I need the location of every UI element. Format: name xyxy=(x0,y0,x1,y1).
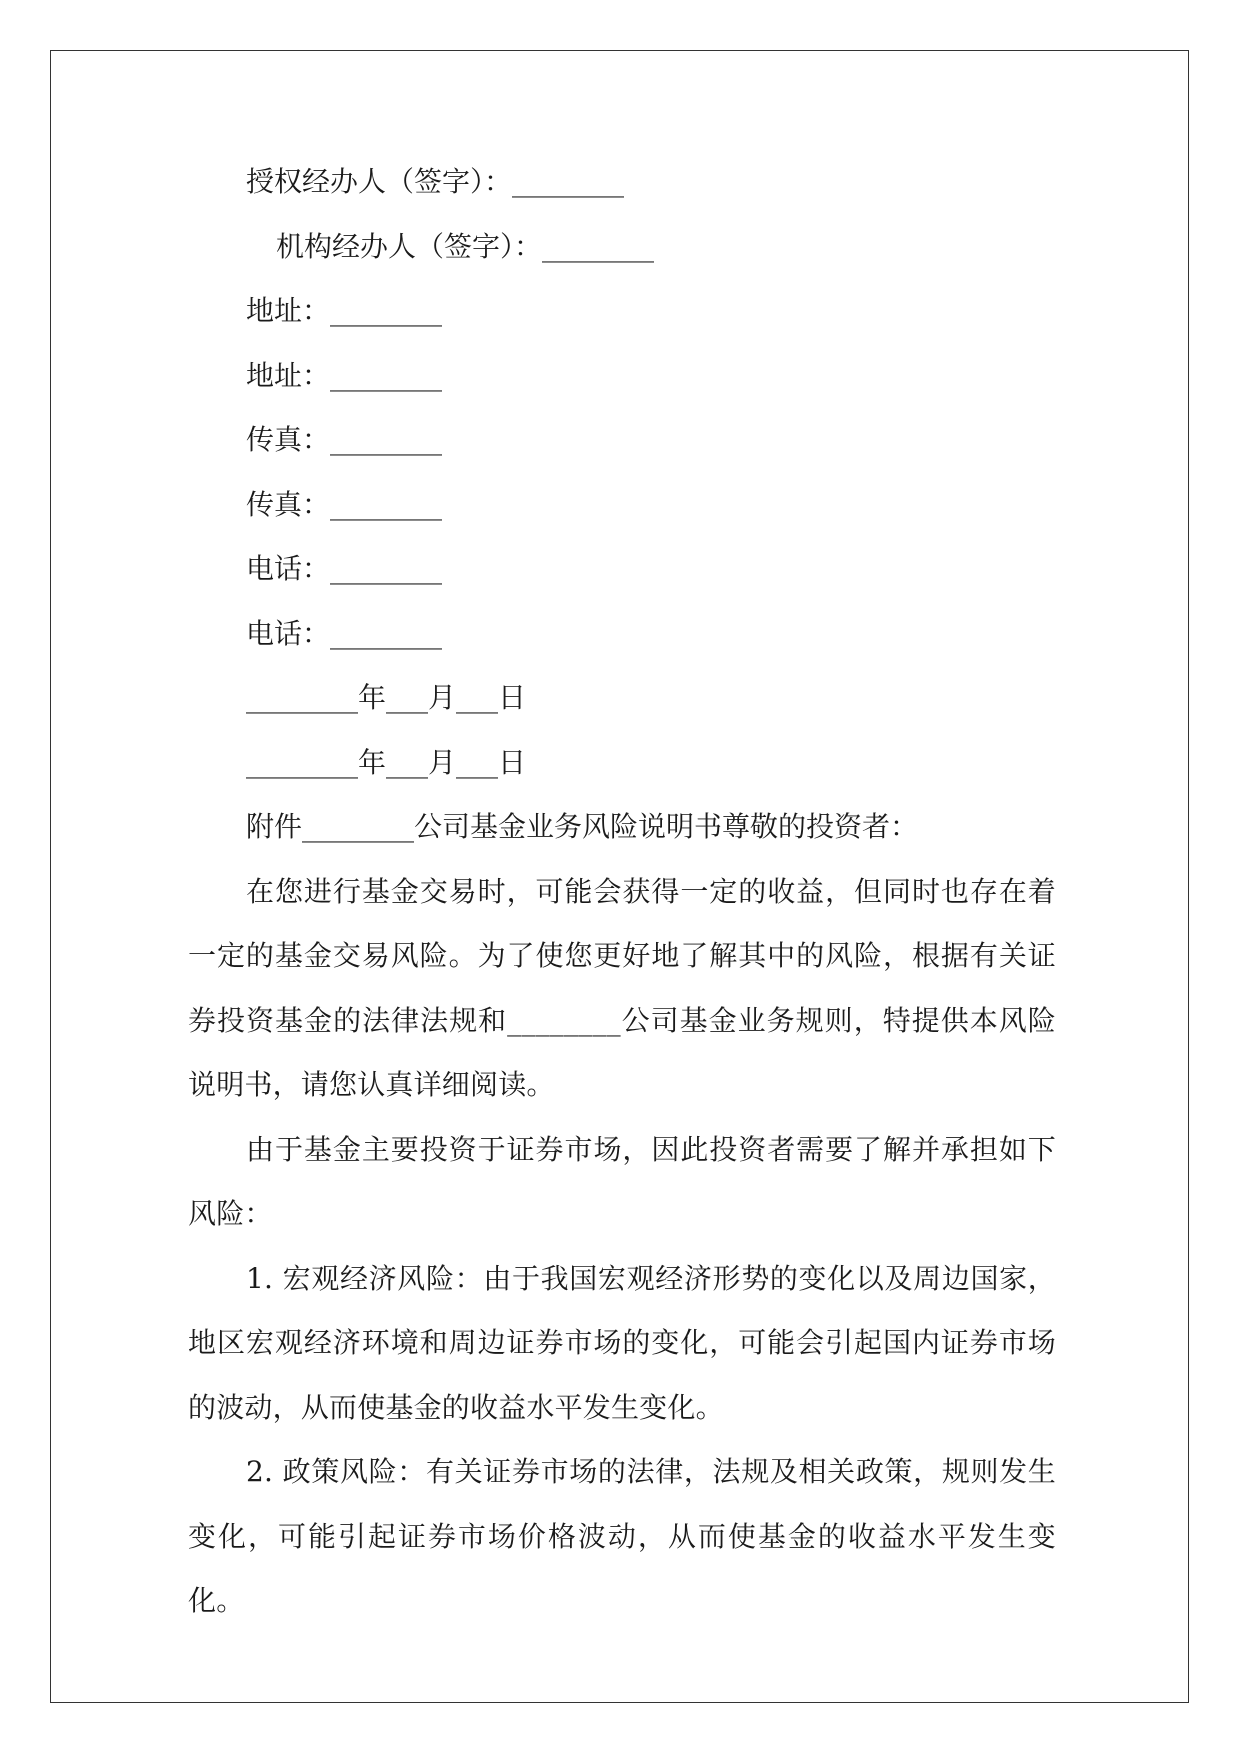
phone-line-1: 电话：________ xyxy=(246,552,443,585)
date-line-1: ________年___月___日 xyxy=(246,681,527,714)
date-line-2: ________年___月___日 xyxy=(246,745,527,779)
address-line-1: 地址：________ xyxy=(246,294,443,327)
fax-line-1: 传真：________ xyxy=(246,423,443,456)
institution-agent-signature-line: 机构经办人（签字）：________ xyxy=(276,229,655,263)
intro-paragraph: 在您进行基金交易时，可能会获得一定的收益，但同时也存在着一定的基金交易风险。为了使您更好地了解其中的风险，根据有关证券投资基金的法律法规和________公司基金业务规则，特提供本风险说明书，请您认真详细阅读。 xyxy=(188,874,1056,1101)
document-body xyxy=(188,150,1056,1634)
authorized-agent-signature-line: 授权经办人（签字）：________ xyxy=(246,165,625,198)
macro-economic-risk-paragraph: 1. 宏观经济风险：由于我国宏观经济形势的变化以及周边国家，地区宏观经济环境和周边证券市场的变化，可能会引起国内证券市场的波动，从而使基金的收益水平发生变化。 xyxy=(188,1261,1056,1424)
policy-risk-paragraph: 2. 政策风险：有关证券市场的法律，法规及相关政策，规则发生变化，可能引起证券市场价格波动，从而使基金的收益水平发生变化。 xyxy=(188,1455,1056,1617)
phone-line-2: 电话：________ xyxy=(246,616,443,650)
address-line-2: 地址：________ xyxy=(246,358,443,392)
fax-line-2: 传真：________ xyxy=(246,487,443,521)
attachment-heading: 附件________公司基金业务风险说明书尊敬的投资者： xyxy=(246,810,919,843)
risk-overview-paragraph: 由于基金主要投资于证券市场，因此投资者需要了解并承担如下风险： xyxy=(188,1132,1056,1230)
